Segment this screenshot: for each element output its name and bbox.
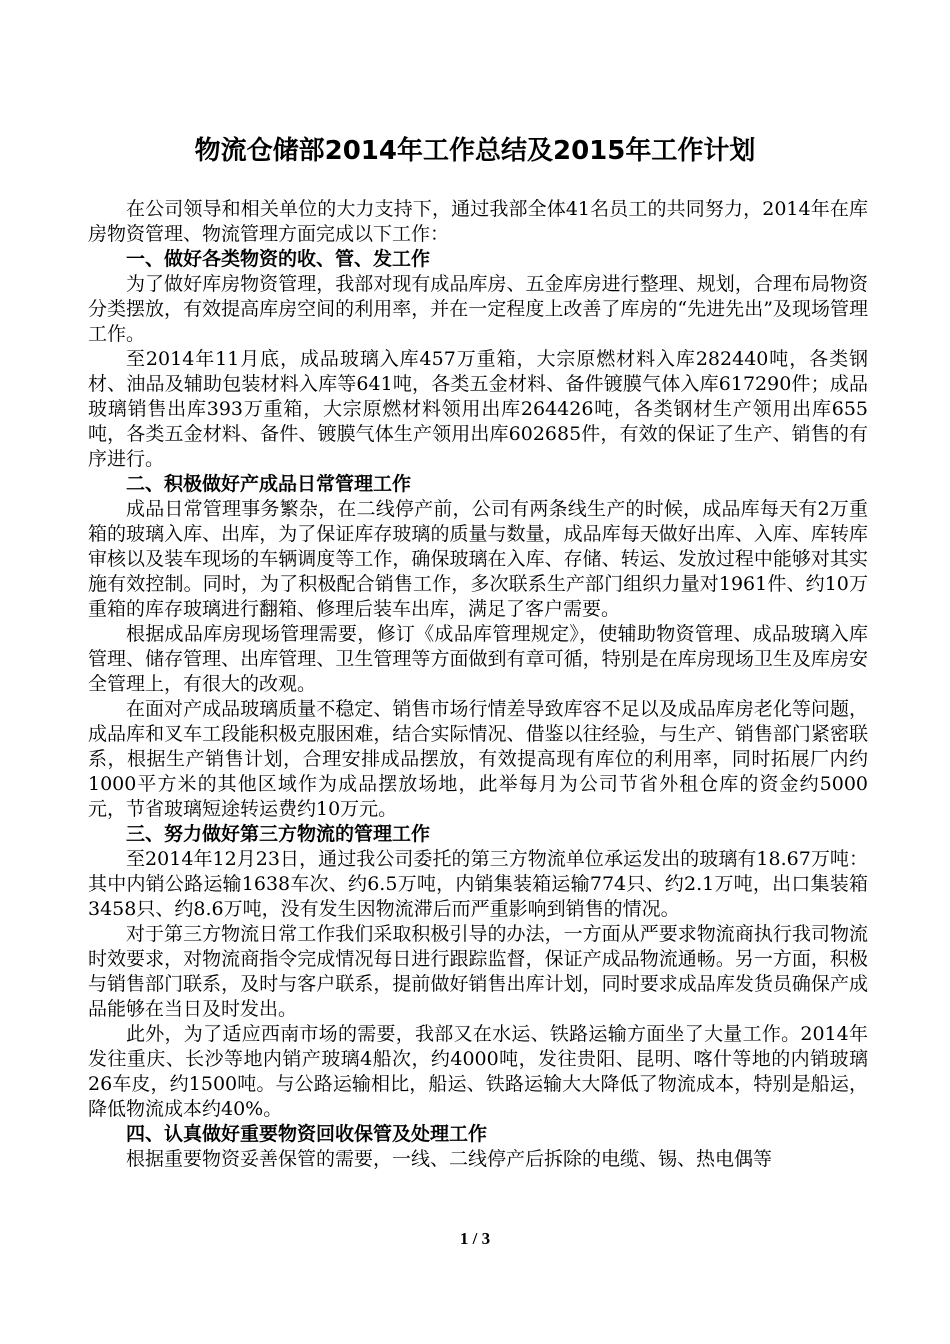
section-3-paragraph-1: 至2014年12月23日，通过我公司委托的第三方物流单位承运发出的玻璃有18.67万吨：其中内销公路运输1638车次、约6.5万吨，内销集装箱运输774只、约2.1万吨，出口集装箱3458只、约8.6万吨，没有发生因物流滞后而严重影响到销售的情况。 xyxy=(88,848,868,920)
page-number: 1 / 3 xyxy=(459,1229,491,1248)
section-3-paragraph-2: 对于第三方物流日常工作我们采取积极引导的办法，一方面从严要求物流商执行我司物流时效要求，对物流商指令完成情况每日进行跟踪监督，保证产成品物流通畅。另一方面，积极与销售部门联系，及时与客户联系，提前做好销售出库计划，同时要求成品库发货员确保产成品能够在当日及时发出。 xyxy=(88,923,868,1020)
section-heading-1: 一、做好各类物资的收、管、发工作 xyxy=(126,248,431,270)
section-heading-3: 三、努力做好第三方物流的管理工作 xyxy=(126,823,431,845)
section-3-paragraph-3: 此外，为了适应西南市场的需要，我部又在水运、铁路运输方面坐了大量工作。2014年发往重庆、长沙等地内销产玻璃4船次，约4000吨，发往贵阳、昆明、喀什等地的内销玻璃26车皮，约1500吨。与公路运输相比，船运、铁路运输大大降低了物流成本，特别是船运，降低物流成本约40%。 xyxy=(88,1023,868,1120)
document-body xyxy=(88,197,868,1172)
section-2-paragraph-1: 成品日常管理事务繁杂，在二线停产前，公司有两条线生产的时候，成品库每天有2万重箱的玻璃入库、出库，为了保证库存玻璃的质量与数量，成品库每天做好出库、入库、库转库审核以及装车现场的车辆调度等工作，确保玻璃在入库、存储、转运、发放过程中能够对其实施有效控制。同时，为了积极配合销售工作，多次联系生产部门组织力量对1961件、约10万重箱的库存玻璃进行翻箱、修理后装车出库，满足了客户需要。 xyxy=(88,498,868,620)
section-1-paragraph-1: 为了做好库房物资管理，我部对现有成品库房、五金库房进行整理、规划，合理布局物资分类摆放，有效提高库房空间的利用率，并在一定程度上改善了库房的“先进先出”及现场管理工作。 xyxy=(88,273,868,345)
section-heading-4: 四、认真做好重要物资回收保管及处理工作 xyxy=(126,1123,488,1145)
section-1-paragraph-2: 至2014年11月底，成品玻璃入库457万重箱，大宗原燃材料入库282440吨，各类钢材、油品及辅助包装材料入库等641吨，各类五金材料、备件镀膜气体入库617290件；成品玻璃销售出库393万重箱，大宗原燃材料领用出库264426吨，各类钢材生产领用出库655吨，各类五金材料、备件、镀膜气体生产领用出库602685件，有效的保证了生产、销售的有序进行。 xyxy=(88,348,868,470)
section-2-paragraph-2: 根据成品库房现场管理需要，修订《成品库管理规定》，使辅助物资管理、成品玻璃入库管理、储存管理、出库管理、卫生管理等方面做到有章可循，特别是在库房现场卫生及库房安全管理上，有很大的改观。 xyxy=(88,623,868,695)
section-heading-2: 二、积极做好产成品日常管理工作 xyxy=(126,473,412,495)
section-2-paragraph-3: 在面对产成品玻璃质量不稳定、销售市场行情差导致库容不足以及成品库房老化等问题，成品库和叉车工段能积极克服困难，结合实际情况、借鉴以往经验，与生产、销售部门紧密联系，根据生产销售计划，合理安排成品摆放，有效提高现有库位的利用率，同时拓展厂内约1000平方米的其他区域作为成品摆放场地，此举每月为公司节省外租仓库的资金约5000元，节省玻璃短途转运费约10万元。 xyxy=(88,698,868,820)
document-title: 物流仓储部2014年工作总结及2015年工作计划 xyxy=(194,136,756,166)
section-4-paragraph-1: 根据重要物资妥善保管的需要，一线、二线停产后拆除的电缆、锡、热电偶等 xyxy=(126,1148,773,1170)
intro-paragraph: 在公司领导和相关单位的大力支持下，通过我部全体41名员工的共同努力，2014年在库房物资管理、物流管理方面完成以下工作： xyxy=(88,198,868,245)
